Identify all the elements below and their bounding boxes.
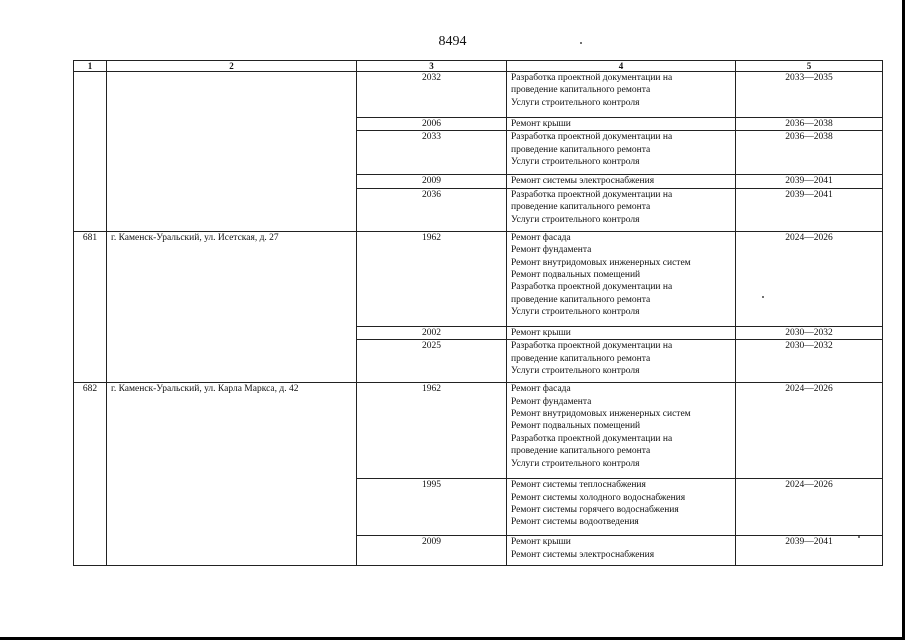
- work-item: Ремонт крыши: [511, 327, 571, 338]
- work-item: Ремонт системы горячего водоснабжения: [511, 505, 679, 516]
- row-number: 682: [74, 383, 107, 479]
- work-item: Услуги строительного контроля: [511, 214, 640, 225]
- row-number: [74, 326, 107, 339]
- work-item: Ремонт внутридомовых инженерных систем: [511, 257, 691, 268]
- repair-schedule-table: [73, 60, 883, 566]
- period-cell: 2030—2032: [736, 340, 883, 383]
- works-cell: [507, 231, 736, 326]
- building-address: [107, 188, 357, 231]
- table-body: [74, 61, 883, 566]
- work-item: проведение капитального ремонта: [511, 446, 651, 457]
- year-cell: 2009: [357, 175, 507, 188]
- work-item: проведение капитального ремонта: [511, 202, 651, 213]
- work-item: Услуги строительного контроля: [511, 366, 640, 377]
- work-item: Ремонт системы электроснабжения: [511, 549, 655, 560]
- work-item: Разработка проектной документации на: [511, 189, 673, 200]
- year-cell: 2032: [357, 72, 507, 118]
- work-item: Ремонт системы холодного водоснабжения: [511, 492, 686, 503]
- works-cell: [507, 326, 736, 339]
- work-item: Разработка проектной документации на: [511, 132, 673, 143]
- building-address: [107, 326, 357, 339]
- building-address: [107, 536, 357, 566]
- table-row: [74, 118, 883, 131]
- work-item: проведение капитального ремонта: [511, 353, 651, 364]
- period-cell: 2039—2041: [736, 536, 883, 566]
- works-cell: [507, 340, 736, 383]
- column-header: 4: [507, 61, 736, 72]
- year-cell: 2009: [357, 536, 507, 566]
- column-header: 1: [74, 61, 107, 72]
- works-cell: [507, 118, 736, 131]
- row-number: [74, 188, 107, 231]
- work-item: проведение капитального ремонта: [511, 294, 651, 305]
- table-row: [74, 479, 883, 536]
- period-cell: 2036—2038: [736, 131, 883, 175]
- period-cell: 2039—2041: [736, 175, 883, 188]
- year-cell: 2033: [357, 131, 507, 175]
- works-cell: [507, 383, 736, 479]
- work-item: Ремонт крыши: [511, 537, 571, 548]
- table-row: [74, 131, 883, 175]
- work-item: Услуги строительного контроля: [511, 458, 640, 469]
- period-cell: 2039—2041: [736, 188, 883, 231]
- column-header: 3: [357, 61, 507, 72]
- work-item: Ремонт системы водоотведения: [511, 517, 639, 528]
- table-row: [74, 188, 883, 231]
- work-item: Услуги строительного контроля: [511, 307, 640, 318]
- works-cell: [507, 175, 736, 188]
- work-item: Ремонт фасада: [511, 232, 571, 243]
- year-cell: 2006: [357, 118, 507, 131]
- year-cell: 2002: [357, 326, 507, 339]
- work-item: Ремонт системы электроснабжения: [511, 176, 655, 187]
- work-item: Ремонт фундамента: [511, 396, 592, 407]
- period-cell: 2033—2035: [736, 72, 883, 118]
- column-header: 5: [736, 61, 883, 72]
- column-header: 2: [107, 61, 357, 72]
- year-cell: 2025: [357, 340, 507, 383]
- year-cell: 1962: [357, 383, 507, 479]
- building-address: г. Каменск-Уральский, ул. Исетская, д. 27: [107, 231, 357, 326]
- table-row: [74, 326, 883, 339]
- work-item: Разработка проектной документации на: [511, 73, 673, 83]
- header-row: [74, 61, 883, 72]
- work-item: Разработка проектной документации на: [511, 282, 673, 293]
- row-number: [74, 536, 107, 566]
- period-cell: 2036—2038: [736, 118, 883, 131]
- page-number: 8494: [438, 34, 467, 49]
- period-cell: 2024—2026: [736, 383, 883, 479]
- work-item: проведение капитального ремонта: [511, 85, 651, 96]
- year-cell: 1962: [357, 231, 507, 326]
- table-row: [74, 231, 883, 326]
- work-item: Услуги строительного контроля: [511, 157, 640, 168]
- table-row: [74, 340, 883, 383]
- works-cell: [507, 131, 736, 175]
- work-item: Услуги строительного контроля: [511, 97, 640, 108]
- work-item: Разработка проектной документации на: [511, 341, 673, 352]
- work-item: Ремонт фасада: [511, 384, 571, 395]
- work-item: Ремонт фундамента: [511, 245, 592, 256]
- works-cell: [507, 536, 736, 566]
- table-row: [74, 72, 883, 118]
- work-item: проведение капитального ремонта: [511, 144, 651, 155]
- building-address: г. Каменск-Уральский, ул. Карла Маркса, д. 42: [107, 383, 357, 479]
- work-item: Ремонт подвальных помещений: [511, 270, 641, 281]
- year-cell: 1995: [357, 479, 507, 536]
- work-item: Ремонт крыши: [511, 119, 571, 129]
- row-number: [74, 72, 107, 118]
- works-cell: [507, 479, 736, 536]
- period-cell: 2024—2026: [736, 479, 883, 536]
- row-number: [74, 479, 107, 536]
- building-address: [107, 479, 357, 536]
- building-address: [107, 340, 357, 383]
- row-number: [74, 118, 107, 131]
- building-address: [107, 118, 357, 131]
- period-cell: 2030—2032: [736, 326, 883, 339]
- row-number: [74, 131, 107, 175]
- row-number: 681: [74, 231, 107, 326]
- work-item: Ремонт системы теплоснабжения: [511, 480, 646, 491]
- work-item: Ремонт подвальных помещений: [511, 421, 641, 432]
- table-row: [74, 536, 883, 566]
- table-row: [74, 175, 883, 188]
- work-item: Разработка проектной документации на: [511, 433, 673, 444]
- works-cell: [507, 188, 736, 231]
- work-item: Ремонт внутридомовых инженерных систем: [511, 409, 691, 420]
- building-address: [107, 72, 357, 118]
- period-cell: 2024—2026: [736, 231, 883, 326]
- year-cell: 2036: [357, 188, 507, 231]
- building-address: [107, 131, 357, 175]
- row-number: [74, 175, 107, 188]
- row-number: [74, 340, 107, 383]
- building-address: [107, 175, 357, 188]
- table-row: [74, 383, 883, 479]
- works-cell: [507, 72, 736, 118]
